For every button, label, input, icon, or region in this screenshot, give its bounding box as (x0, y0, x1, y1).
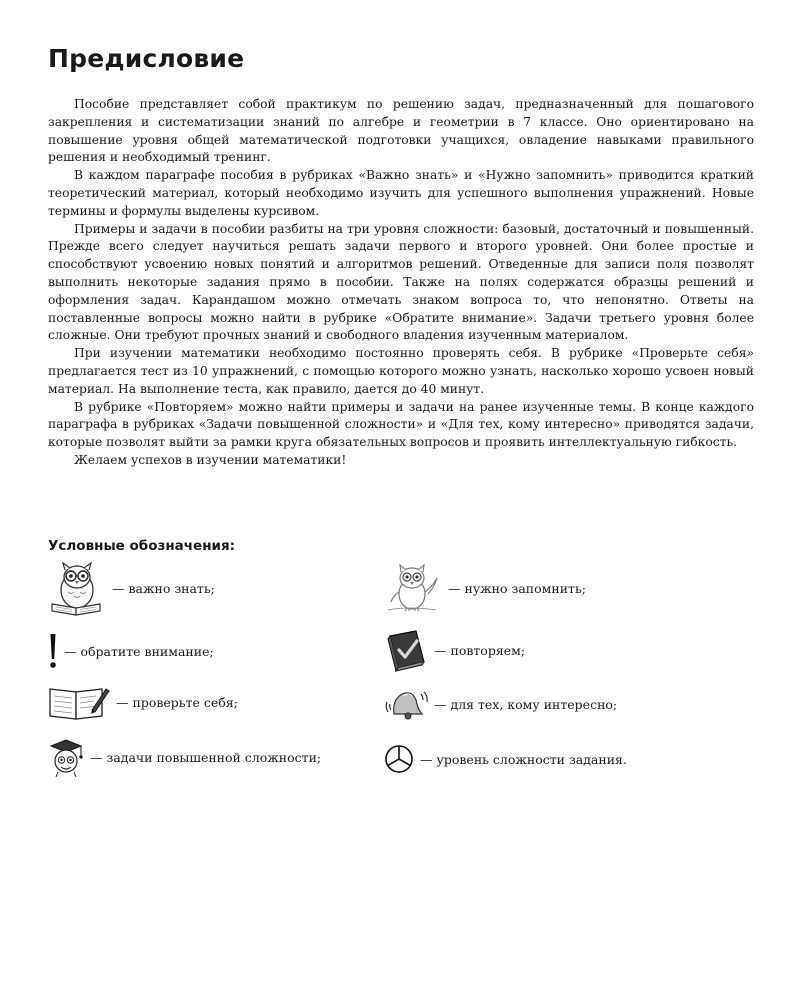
student-cap-icon (48, 736, 84, 778)
legend-label: важно знать; (128, 580, 215, 596)
owl-waving-icon (384, 562, 442, 614)
checkmark-book-icon (384, 628, 428, 672)
legend-item-check-yourself: — проверьте себя; (48, 683, 238, 721)
legend-title: Условные обозначения: (48, 538, 236, 554)
preface-paragraph: Желаем успехов в изучении математики! (74, 452, 347, 467)
legend-item-important: — важно знать; (48, 560, 215, 616)
owl-book-icon (48, 560, 106, 616)
book-pen-icon (48, 683, 110, 721)
legend-label: проверьте себя; (132, 694, 238, 710)
legend-item-remember: — нужно запомнить; (384, 562, 586, 614)
legend-item-interesting: — для тех, кому интересно; (384, 684, 617, 724)
legend-item-repeat: — повторяем; (384, 628, 525, 672)
preface-paragraph: В рубрике «Повторяем» можно найти примеры и задачи на ранее изученные темы. В конце каждого параграфа в рубриках «Задачи повышенной сложности» и «Для тех, кому интересно» приводятся задачи, которые позволят выйти за рамки круга обязательных вопросов и проявить интеллектуальную гибкость. (48, 399, 754, 450)
bell-icon (384, 684, 428, 724)
preface-paragraph: Пособие представляет собой практикум по решению задач, предназначенный для пошагового закрепления и систематизации знаний по алгебре и геометрии в 7 классе. Оно ориентировано на повышение уровня общей математической подготовки учащихся, овладение навыками правильного решения и необходимый тренинг. (48, 97, 754, 165)
page-title: Предисловие (48, 44, 245, 73)
preface-paragraph: Примеры и задачи в пособии разбиты на три уровня сложности: базовый, достаточный и повышенный. Прежде всего следует научиться решать задачи первого и второго уровней. Они более простые и способствуют усвоению новых понятий и алгоритмов решений. Отведенные для записи поля позволят выполнить некоторые задания прямо в пособии. Также на полях содержатся образцы решений и оформления задач. Карандашом можно отмечать знаком вопроса то, что непонятно. Ответы на поставленные вопросы можно найти в рубрике «Обратите внимание». Задачи третьего уровня более сложные. Они требуют прочных знаний и свободного владения изученным материалом. (48, 221, 754, 343)
preface-body (48, 96, 754, 470)
exclamation-icon (48, 632, 58, 670)
preface-paragraph: При изучении математики необходимо постоянно проверять себя. В рубрике «Проверьте себя» предлагается тест из 10 упражнений, с помощью которого можно узнать, насколько хорошо усвоен новый материал. На выполнение теста, как правило, дается до 40 минут. (48, 346, 754, 396)
difficulty-circle-icon (384, 744, 414, 774)
legend-item-attention: — обратите внимание; (48, 632, 214, 670)
legend-label: обратите внимание; (80, 643, 214, 659)
legend-label: уровень сложности задания. (436, 751, 627, 767)
preface-paragraph: В каждом параграфе пособия в рубриках «Важно знать» и «Нужно запомнить» приводится краткий теоретический материал, который необходимо изучить для успешного выполнения упражнений. Новые термины и формулы выделены курсивом. (48, 168, 754, 218)
legend-label: для тех, кому интересно; (450, 696, 618, 712)
legend-label: повторяем; (450, 642, 526, 658)
legend-item-difficulty: — уровень сложности задания. (384, 744, 627, 774)
legend-label: задачи повышенной сложности; (106, 749, 322, 765)
legend-label: нужно запомнить; (464, 580, 586, 596)
legend-item-advanced-tasks: — задачи повышенной сложности; (48, 736, 321, 778)
